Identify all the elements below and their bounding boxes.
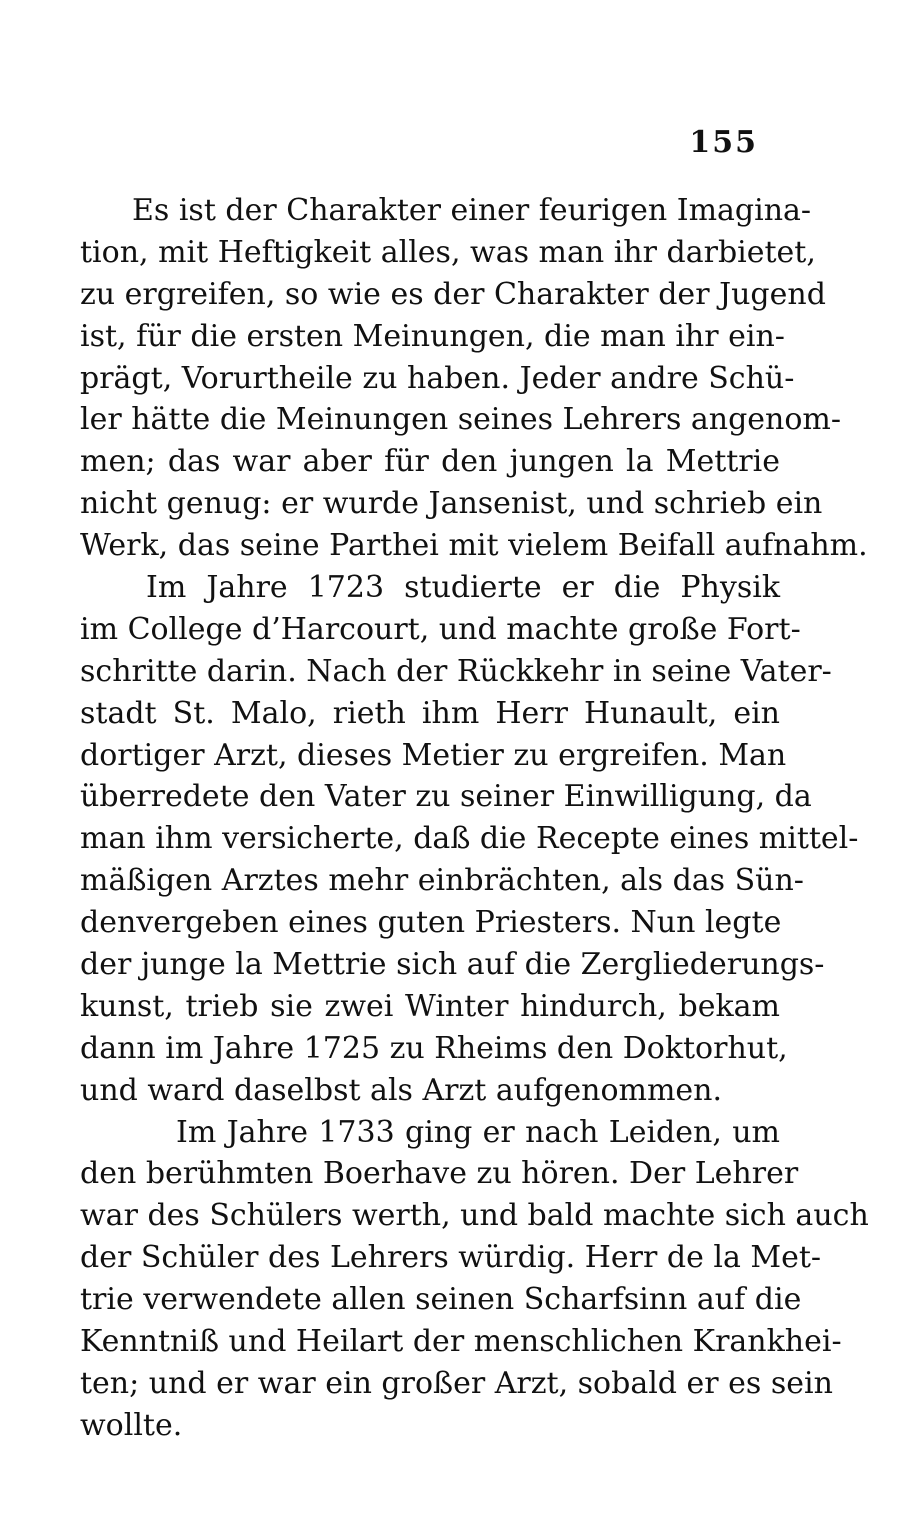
text-line: denvergeben eines guten Priesters. Nun legte bbox=[80, 905, 782, 941]
text-line: stadt St. Malo, rieth ihm Herr Hunault, ein bbox=[80, 695, 780, 731]
text-line: prägt, Vorurtheile zu haben. Jeder andre Schü- bbox=[80, 360, 795, 396]
text-line: Werk, das seine Parthei mit vielem Beifall aufnahm. bbox=[80, 528, 868, 564]
text-line: ist, für die ersten Meinungen, die man ihr ein- bbox=[80, 318, 785, 354]
text-line: kunst, trieb sie zwei Winter hindurch, bekam bbox=[80, 988, 780, 1024]
text-line: Im Jahre 1723 studierte er die Physik bbox=[146, 570, 780, 606]
text-line: Im Jahre 1733 ging er nach Leiden, um bbox=[176, 1114, 780, 1150]
paragraph-1 bbox=[80, 190, 868, 567]
text-line: tion, mit Heftigkeit alles, was man ihr darbietet, bbox=[80, 234, 816, 270]
text-line: mäßigen Arztes mehr einbrächten, als das Sün- bbox=[80, 863, 804, 899]
text-line: wollte. bbox=[80, 1407, 183, 1443]
text-line: Kenntniß und Heilart der menschlichen Krankhei- bbox=[80, 1324, 842, 1360]
text-line: man ihm versicherte, daß die Recepte eines mittel- bbox=[80, 821, 859, 857]
text-line: men; das war aber für den jungen la Mettrie bbox=[80, 444, 780, 480]
text-line: und ward daselbst als Arzt aufgenommen. bbox=[80, 1072, 723, 1108]
paragraph-3 bbox=[80, 1112, 869, 1447]
paragraph-2 bbox=[80, 567, 859, 1112]
text-line: ten; und er war ein großer Arzt, sobald er es sein bbox=[80, 1365, 833, 1401]
text-line: der junge la Mettrie sich auf die Zergliederungs- bbox=[80, 947, 825, 983]
text-line: schritte darin. Nach der Rückkehr in seine Vater- bbox=[80, 653, 832, 689]
text-line: überredete den Vater zu seiner Einwilligung, da bbox=[80, 779, 812, 815]
text-line: dortiger Arzt, dieses Metier zu ergreifen. Man bbox=[80, 737, 787, 773]
text-line: Es ist der Charakter einer feurigen Imagina- bbox=[132, 193, 812, 228]
text-line: nicht genug: er wurde Jansenist, und schrieb ein bbox=[80, 486, 823, 522]
body-text bbox=[80, 190, 869, 1447]
text-line: den berühmten Boerhave zu hören. Der Lehrer bbox=[80, 1156, 799, 1192]
text-line: war des Schülers werth, und bald machte sich auch bbox=[80, 1198, 869, 1234]
text-line: dann im Jahre 1725 zu Rheims den Doktorhut, bbox=[80, 1030, 788, 1066]
page-number: 155 bbox=[689, 125, 758, 160]
text-line: der Schüler des Lehrers würdig. Herr de la Met- bbox=[80, 1240, 822, 1276]
text-line: im College d’Harcourt, und machte große Fort- bbox=[80, 611, 801, 647]
text-line: zu ergreifen, so wie es der Charakter der Jugend bbox=[80, 276, 826, 312]
text-line: ler hätte die Meinungen seines Lehrers angenom- bbox=[80, 402, 842, 438]
text-line: trie verwendete allen seinen Scharfsinn auf die bbox=[80, 1282, 802, 1318]
